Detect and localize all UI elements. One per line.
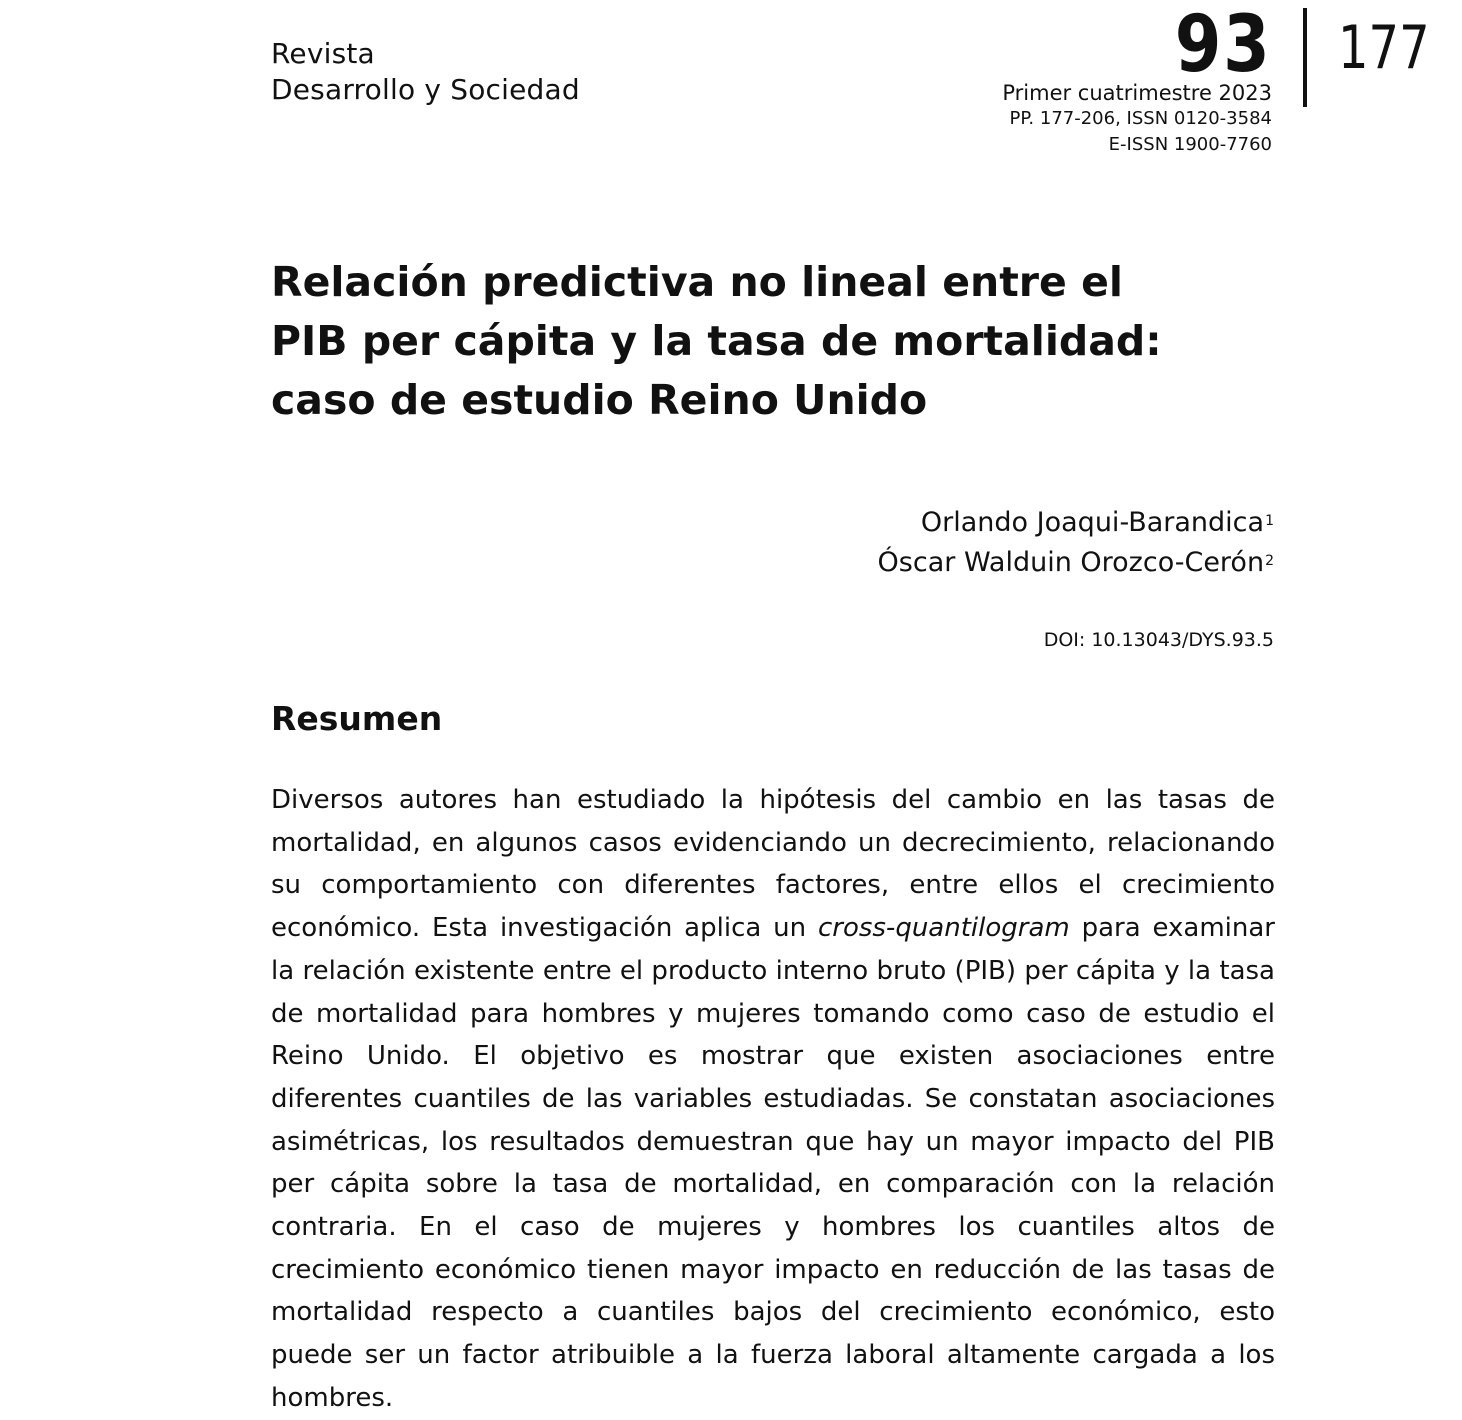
- author-name: Orlando Joaqui-Barandica: [920, 507, 1265, 538]
- journal-name-line2: Desarrollo y Sociedad: [271, 73, 580, 106]
- page-number: 177: [1338, 13, 1430, 83]
- issue-metadata: [1002, 80, 1272, 158]
- issue-number: 93: [1175, 0, 1272, 90]
- issue-period: Primer cuatrimestre 2023: [1002, 81, 1272, 105]
- author: [878, 503, 1274, 543]
- abstract-text: para examinar la relación existente entre el producto interno bruto (PIB) per cápita y la tasa de mortalidad para hombres y mujeres tomando como caso de estudio el Reino Unido. El objetivo es mostrar que existen asociaciones entre diferentes cuantiles de las variables estudiadas. Se constatan asociaciones asimétricas, los resultados demuestran que hay un mayor impacto del PIB per cápita sobre la tasa de mortalidad, en comparación con la relación contraria. En el caso de mujeres y hombres los cuantiles altos de crecimiento económico tienen mayor impacto en reducción de las tasas de mortalidad respecto a cuantiles bajos del crecimiento económico, esto puede ser un factor atribuible a la fuerza laboral altamente cargada a los hombres.: [271, 913, 1275, 1413]
- journal-name: [271, 36, 580, 108]
- article-title-line3: caso de estudio Reino Unido: [271, 376, 928, 424]
- pages-issn: PP. 177-206, ISSN 0120-3584: [1009, 108, 1272, 129]
- article-title-line1: Relación predictiva no lineal entre el: [271, 258, 1123, 306]
- author-footnote-marker[interactable]: 2: [1265, 553, 1274, 569]
- author-name: Óscar Walduin Orozco-Cerón: [877, 547, 1265, 578]
- eissn: E-ISSN 1900-7760: [1108, 134, 1272, 155]
- article-title: [271, 253, 1171, 430]
- author-footnote-marker[interactable]: 1: [1265, 513, 1274, 529]
- abstract-text: Diversos autores han estudiado la hipótesis del cambio en las tasas de mortalidad, en algunos casos evidenciando un decrecimiento, relacionando su comportamiento con diferentes factores, entre ellos el crecimiento económico. Esta investigación aplica un: [271, 785, 1275, 944]
- abstract-heading: Resumen: [271, 699, 443, 738]
- author: [878, 543, 1274, 583]
- header-divider: [1303, 8, 1307, 107]
- abstract-italic-term: cross-quantilogram: [817, 913, 1070, 944]
- doi[interactable]: DOI: 10.13043/DYS.93.5: [1043, 629, 1274, 651]
- author-list: [878, 503, 1274, 583]
- abstract-paragraph: [271, 779, 1275, 1420]
- article-title-line2: PIB per cápita y la tasa de mortalidad:: [271, 317, 1162, 365]
- journal-name-line1: Revista: [271, 37, 375, 70]
